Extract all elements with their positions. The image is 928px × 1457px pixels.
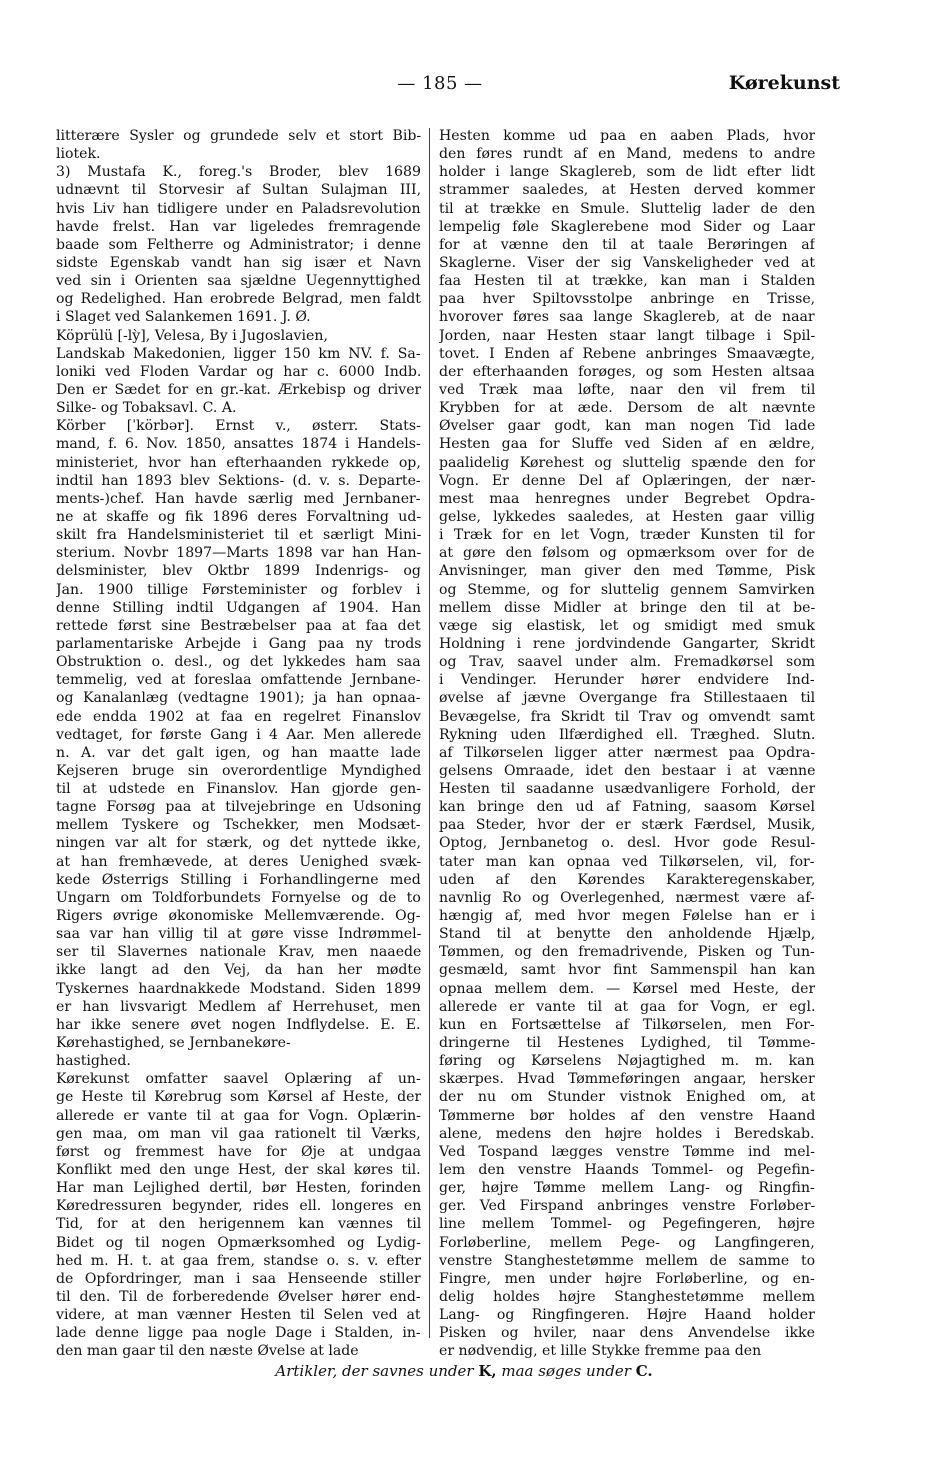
text-line: Kørehastighed, se Jernbanekøre- <box>56 1035 291 1052</box>
text-line: Rigers øvrige økonomiske Mellemværende. Og- <box>56 908 421 925</box>
text-line: føring og Kørselens Nøjagtighed m. m. kan <box>439 1053 815 1070</box>
page-number: — 185 — <box>397 73 483 94</box>
text-line: hastighed. <box>56 1053 131 1070</box>
text-line: navnlig Ro og Overlegenhed, nærmest være af- <box>439 889 815 906</box>
text-line: kun en Fortsættelse af Tilkørselen, men For- <box>439 1016 815 1033</box>
text-line: dringerne til Hestenes Lydighed, til Tømme- <box>439 1035 815 1052</box>
text-line: gen maa, om man vil gaa rationelt til Værks, <box>56 1125 421 1142</box>
running-head: Kørekunst <box>728 72 840 94</box>
text-line: tagne Forsøg paa at tilvejebringe en Udsoning <box>56 799 421 816</box>
footer-note-mid: maa søges under <box>501 1362 631 1380</box>
text-line: tovet. I Enden af Rebene anbringes Smaavægte, <box>439 345 815 362</box>
text-line: ser til Slavernes nationale Krav, men naaede <box>56 944 421 961</box>
text-line: lem den venstre Haands Tommel- og Pegefin- <box>439 1162 815 1179</box>
text-line: først og fremmest have for Øje at undgaa <box>56 1143 421 1160</box>
right-column <box>439 127 815 1361</box>
text-line: Landskab Makedonien, ligger 150 km NV. f. Sa- <box>56 345 421 362</box>
text-line: ningen var alt for stærk, og det nyttede ikke, <box>56 835 421 852</box>
text-line: og Trav, saavel under alm. Fremadkørsel som <box>439 654 815 671</box>
text-line: Bevægelse, fra Skridt til Trav og omvendt samt <box>439 708 815 725</box>
text-line: væge sig elastisk, let og smidigt med smuk <box>439 617 815 634</box>
text-line: Pisken og hviler, naar dens Anvendelse ikke <box>439 1325 815 1342</box>
text-line: allerede er vante til at gaa for Vogn. Oplærin- <box>56 1107 421 1124</box>
text-line: er han livsvarigt Medlem af Herrehuset, men <box>56 998 421 1015</box>
text-line: Konflikt med den unge Hest, der skal køres til. <box>56 1162 421 1179</box>
text-line: Hesten til saadanne usædvanligere Forhold, der <box>439 781 815 798</box>
text-line: delig holdes højre Stanghestetømme mellem <box>439 1289 815 1305</box>
text-line: 3) Mustafa K., foreg.'s Broder, blev 1689 <box>56 164 421 181</box>
text-line: Forløberline, mellem Pege- og Langfingeren, <box>439 1234 815 1251</box>
text-line: lade denne ligge paa nogle Dage i Stalden, in- <box>56 1325 421 1342</box>
text-line: mand, f. 6. Nov. 1850, ansattes 1874 i Handels- <box>56 436 421 453</box>
text-line: gesmæld, samt hvor fint Sammenspil han kan <box>439 962 815 979</box>
text-line: Fingre, men under højre Forløberline, og en- <box>439 1270 815 1287</box>
text-line: Tid, for at den herigennem kan vænnes til <box>56 1216 421 1233</box>
text-line: venstre Stanghestetømme mellem de samme to <box>439 1252 815 1269</box>
text-line: Hesten gaa for Sluffe ved Siden af en ældre, <box>439 436 815 453</box>
footer-letter-k: K, <box>478 1362 497 1380</box>
text-line: hed m. H. t. at gaa frem, standse o. s. v. efter <box>56 1252 421 1269</box>
text-line: Ved Tospand lægges venstre Tømme ind mel- <box>439 1143 815 1160</box>
text-line: ger. Ved Firspand anbringes venstre Forløber- <box>439 1198 815 1215</box>
text-line: ger, højre Tømme mellem Lang- og Ringfin- <box>439 1180 815 1197</box>
text-line: Anvisninger, man giver den med Tømme, Pisk <box>439 563 815 580</box>
text-line: og Stemme, og for sluttelig gennem Samvirken <box>439 581 815 598</box>
text-line: temmelig, ved at foreslaa omfattende Jernbane- <box>56 672 421 689</box>
left-column <box>56 127 421 1361</box>
text-line: Jorden, naar Hesten staar langt tilbage i Spil- <box>439 327 815 344</box>
text-line: Køredressuren begynder, rides ell. longeres en <box>56 1198 421 1215</box>
text-line: Bidet og til nogen Opmærksomhed og Lydig- <box>56 1234 421 1251</box>
text-line: skærpes. Hvad Tømmeføringen angaar, hersker <box>439 1071 815 1088</box>
text-line: ikke langt ad den Vej, da han her mødte <box>56 962 421 979</box>
text-line: loniki ved Floden Vardar og har c. 6000 Indb. <box>56 363 421 380</box>
text-line: af Tilkørselen ligger atter nærmest paa Opdra- <box>439 744 815 761</box>
text-line: Stand til at benytte den anholdende Hjælp, <box>439 926 815 943</box>
text-line: Den er Sædet for en gr.-kat. Ærkebisp og driver <box>56 381 421 398</box>
text-line: til den. Til de forberedende Øvelser hører end- <box>56 1289 421 1305</box>
text-line: hvorover føres saa lange Skaglereb, at de naar <box>439 309 815 326</box>
text-line: ministeriet, hvor han efterhaanden rykkede op, <box>56 454 421 471</box>
text-line: Köprülü [-lỳ], Velesa, By i Jugoslavien, <box>56 327 328 344</box>
text-line: tater man kan opnaa ved Tilkørselen, vil, for- <box>439 853 815 870</box>
text-line: Skaglerne. Viser der sig Vanskeligheder ved at <box>439 254 815 271</box>
text-line: Vogn. Er denne Del af Oplæringen, der nær- <box>439 472 815 489</box>
text-line: i Slaget ved Salankemen 1691. J. Ø. <box>56 309 311 326</box>
text-line: til at trække en Smule. Sluttelig lader de den <box>439 200 815 217</box>
text-line: den man gaar til den næste Øvelse at lade <box>56 1343 359 1360</box>
text-line: Körber [ˈkörbər]. Ernst v., østerr. Stats- <box>56 418 421 435</box>
text-line: Ungarn om Toldforbundets Fornyelse og de to <box>56 889 421 906</box>
text-line: saa var han villig til at gøre visse Indrømmel- <box>56 926 421 943</box>
text-line: gelsens Omraade, idet den bestaar i at vænne <box>439 762 815 779</box>
text-line: liotek. <box>56 146 101 163</box>
text-line: gelse, lykkedes saaledes, at Hesten gaar villig <box>439 508 815 525</box>
text-line: kan bringe den ud af Fatning, saasom Kørsel <box>439 799 815 816</box>
footer-letter-c: C. <box>635 1362 653 1380</box>
text-line: Hesten komme ud paa en aaben Plads, hvor <box>439 128 815 144</box>
text-line: for at vænne den til at taale Berøringen af <box>439 236 815 253</box>
text-line: at han fremhævede, at deres Uenighed svæk- <box>56 853 421 870</box>
text-line: paalidelig Kørehest og sluttelig spænde den for <box>439 454 815 471</box>
text-line: de Opfordringer, man i saa Henseende stiller <box>56 1270 421 1287</box>
text-line: Har man Lejlighed dertil, bør Hesten, forinden <box>56 1180 421 1197</box>
text-line: rettede først sine Bestræbelser paa at faa det <box>56 617 421 634</box>
text-line: Kejseren bruge sin overordentlige Myndighed <box>56 762 421 779</box>
text-line: denne Stilling indtil Udgangen af 1904. Han <box>56 599 421 616</box>
text-line: skilt fra Handelsministeriet til et særligt Mini- <box>56 527 421 544</box>
text-line: mest maa henregnes under Begrebet Opdra- <box>439 490 815 507</box>
text-line: Tømmen, og den fremadrivende, Pisken og Tun- <box>439 944 815 961</box>
text-line: paa hver Spiltovsstolpe anbringe en Trisse, <box>439 291 815 308</box>
text-line: ede endda 1902 at faa en regelret Finanslov <box>56 708 421 725</box>
text-line: delsminister, blev Oktbr 1899 Indenrigs- og <box>56 563 421 580</box>
text-line: og Redelighed. Han erobrede Belgrad, men faldt <box>56 291 421 308</box>
text-line: uden af den Kørendes Karakteregenskaber, <box>439 871 815 888</box>
text-line: line mellem Tommel- og Pegefingeren, højre <box>439 1216 815 1233</box>
text-line: ne at skaffe og fik 1896 deres Forvaltning ud- <box>56 508 421 525</box>
text-line: alene, medens den højre holdes i Beredskab. <box>439 1125 815 1142</box>
text-line: Krybben for at æde. Dersom de alt nævnte <box>439 400 815 417</box>
text-line: litterære Sysler og grundede selv et stort Bib- <box>56 128 421 144</box>
text-line: Tyskernes haardnakkede Modstand. Siden 1899 <box>56 980 421 997</box>
footer-note <box>0 1362 928 1380</box>
text-line: allerede er vante til at gaa for Vogn, er egl. <box>439 998 815 1015</box>
text-line: den føres rundt af en Mand, medens to andre <box>439 146 815 163</box>
text-line: paa Steder, hvor der er stærk Færdsel, Musik, <box>439 817 815 834</box>
text-line: sterium. Novbr 1897—Marts 1898 var han Han- <box>56 545 421 562</box>
text-line: n. A. var det galt igen, og han maatte lade <box>56 744 421 761</box>
text-line: havde frelst. Han var ligeledes fremragende <box>56 218 421 235</box>
text-line: mellem disse Midler at bringe den til at be- <box>439 599 815 616</box>
text-line: der nu om Stunder vistnok Enighed om, at <box>439 1089 815 1106</box>
text-line: opnaa mellem dem. — Kørsel med Heste, der <box>439 980 815 997</box>
text-line: Lang- og Ringfingeren. Højre Haand holder <box>439 1307 815 1324</box>
text-line: Kørekunst omfatter saavel Oplæring af un- <box>56 1071 421 1088</box>
text-line: der efterhaanden forøges, og som Hesten altsaa <box>439 363 815 380</box>
text-line: mellem Tyskere og Tschekker, men Modsæt- <box>56 817 421 834</box>
text-line: Holdning i rene jordvindende Gangarter, Skridt <box>439 635 815 652</box>
text-line: strammer saaledes, at Hesten derved kommer <box>439 182 815 199</box>
text-line: Obstruktion o. desl., og det lykkedes ham saa <box>56 654 421 671</box>
text-line: sidste Egenskab vandt han sig især et Navn <box>56 254 421 271</box>
text-line: indtil han 1893 blev Sektions- (d. v. s. Departe- <box>56 472 421 489</box>
text-line: lempelig føle Skaglerebene mod Sider og Laar <box>439 218 815 235</box>
text-line: ved Træk maa løfte, naar den vil frem til <box>439 381 815 398</box>
text-line: faa Hesten til at trække, kan man i Stalden <box>439 273 815 290</box>
text-line: Optog, Jernbanetog o. desl. Hvor gode Resul- <box>439 835 815 852</box>
text-line: vedtaget, for første Gang i 4 Aar. Men allerede <box>56 726 421 743</box>
text-line: øvelse af jævne Overgange fra Stillestaaen til <box>439 690 815 707</box>
text-line: i Vendinger. Herunder hører endvidere Ind- <box>439 672 815 689</box>
text-line: udnævnt til Storvesir af Sultan Sulajman III, <box>56 182 421 199</box>
text-line: Jan. 1900 tillige Førsteminister og forblev i <box>56 581 421 598</box>
text-line: Øvelser gaar godt, kan man nogen Tid lade <box>439 418 815 435</box>
text-line: at gøre den følsom og opmærksom over for de <box>439 545 815 562</box>
text-line: Tømmerne bør holdes af den venstre Haand <box>439 1107 815 1124</box>
text-line: har ikke senere øvet nogen Indflydelse. E. E. <box>56 1016 421 1033</box>
column-divider <box>429 128 430 1338</box>
footer-note-text: Artikler, der savnes under <box>275 1362 474 1380</box>
text-line: baade som Feltherre og Administrator; i denne <box>56 236 421 253</box>
text-line: hvis Liv han tidligere under en Paladsrevolution <box>56 200 421 217</box>
text-line: ments-)chef. Han havde særlig med Jernbaner- <box>56 490 421 507</box>
text-line: videre, at man vænner Hesten til Selen ved at <box>56 1307 421 1324</box>
text-line: holder i lange Skaglereb, som de lidt efter lidt <box>439 164 815 181</box>
text-line: er nødvendig, et lille Stykke fremme paa den <box>439 1343 762 1360</box>
text-line: ge Heste til Kørebrug som Kørsel af Heste, der <box>56 1089 421 1106</box>
text-line: Silke- og Tobaksavl. C. A. <box>56 400 237 417</box>
text-line: i Træk for en let Vogn, træder Kunsten til for <box>439 527 815 544</box>
text-line: parlamentariske Arbejde i Gang paa ny trods <box>56 635 421 652</box>
text-line: Rykning uden Ilfærdighed ell. Træghed. Slutn. <box>439 726 815 743</box>
text-line: ved sin i Orienten saa sjældne Uegennyttighed <box>56 273 421 290</box>
text-line: og Kanalanlæg (vedtagne 1901); ja han opnaa- <box>56 690 421 707</box>
text-line: kede Østerrigs Stilling i Forhandlingerne med <box>56 871 421 888</box>
text-line: til at udstede en Finanslov. Han gjorde gen- <box>56 781 421 798</box>
text-line: hængig af, med hvor megen Følelse han er i <box>439 908 815 925</box>
